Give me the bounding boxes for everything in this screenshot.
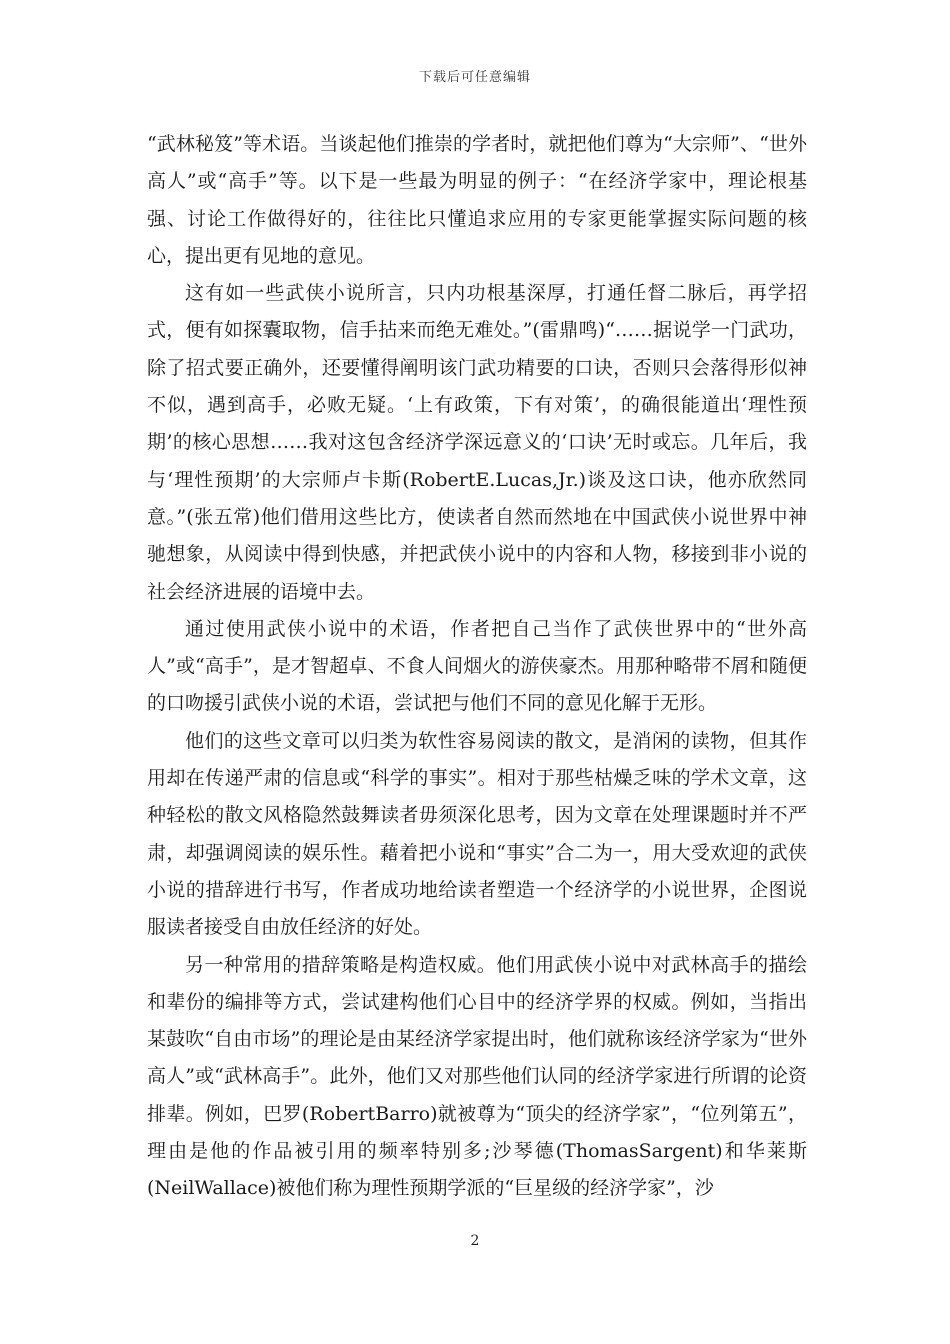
- page-number: 2: [470, 1233, 480, 1249]
- paragraph-4: 他们的这些文章可以归类为软性容易阅读的散文，是消闲的读物，但其作用却在传递严肃的信息或“科学的事实”。相对于那些枯燥乏味的学术文章，这种轻松的散文风格隐然鼓舞读者毋须深化思考，因为文章在处理课题时并不严肃，却强调阅读的娱乐性。藉着把小说和“事实”合二为一，用大受欢迎的武侠小说的措辞进行书写，作者成功地给读者塑造一个经济学的小说世界，企图说服读者接受自由放任经济的好处。: [147, 729, 807, 939]
- page-header: 下载后可任意编辑: [418, 70, 531, 85]
- paragraph-3: 通过使用武侠小说中的术语，作者把自己当作了武侠世界中的“世外高人”或“高手”，是才智超卓、不食人间烟火的游侠豪杰。用那种略带不屑和随便的口吻援引武侠小说的术语，尝试把与他们不同的意见化解于无形。: [147, 617, 807, 715]
- document-body: [147, 126, 807, 1208]
- paragraph-5: 另一种常用的措辞策略是构造权威。他们用武侠小说中对武林高手的描绘和辈份的编排等方式，尝试建构他们心目中的经济学界的权威。例如，当指出某鼓吹“自由市场”的理论是由某经济学家提出时，他们就称该经济学家为“世外高人”或“武林高手”。此外，他们又对那些他们认同的经济学家进行所谓的论资排辈。例如，巴罗(RobertBarro)就被尊为“顶尖的经济学家”，“位列第五”，理由是他的作品被引用的频率特别多;沙琴德(ThomasSargent)和华莱斯(NeilWallace)被他们称为理性预期学派的“巨星级的经济学家”，沙: [147, 953, 807, 1200]
- paragraph-2: 这有如一些武侠小说所言，只内功根基深厚，打通任督二脉后，再学招式，便有如探囊取物，信手拈来而绝无难处。”(雷鼎鸣)“……据说学一门武功，除了招式要正确外，还要懂得阐明该门武功精要的口诀，否则只会落得形似神不似，遇到高手，必败无疑。‘上有政策，下有对策’，的确很能道出‘理性预期’的核心思想……我对这包含经济学深远意义的‘口诀’无时或忘。几年后，我与‘理性预期’的大宗师卢卡斯(RobertE.Lucas,Jr.)谈及这口诀，他亦欣然同意。”(张五常)他们借用这些比方，使读者自然而然地在中国武侠小说世界中神驰想象，从阅读中得到快感，并把武侠小说中的内容和人物，移接到非小说的社会经济进展的语境中去。: [147, 282, 807, 603]
- paragraph-1: “武林秘笈”等术语。当谈起他们推崇的学者时，就把他们尊为“大宗师”、“世外高人”或“高手”等。以下是一些最为明显的例子：“在经济学家中，理论根基强、讨论工作做得好的，往往比只懂追求应用的专家更能掌握实际问题的核心，提出更有见地的意见。: [147, 133, 807, 267]
